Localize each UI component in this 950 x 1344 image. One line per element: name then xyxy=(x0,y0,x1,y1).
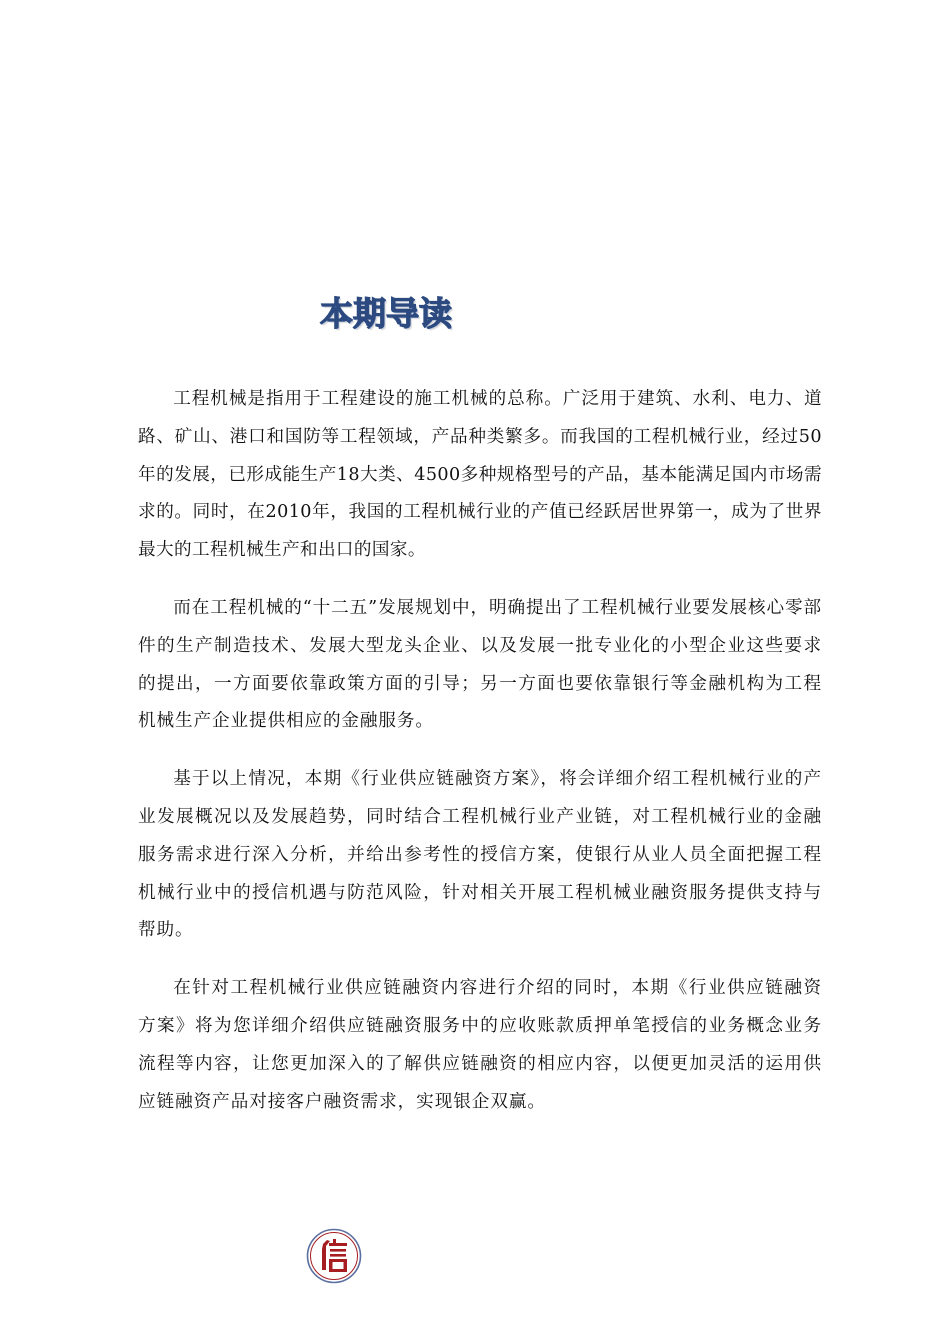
paragraph-2: 而在工程机械的“十二五”发展规划中，明确提出了工程机械行业要发展核心零部件的生产制造技术、发展大型龙头企业、以及发展一批专业化的小型企业这些要求的提出，一方面要依靠政策方面的引导；另一方面也要依靠银行等金融机构为工程机械生产企业提供相应的金融服务。 xyxy=(138,597,822,732)
intro-body xyxy=(138,381,822,1141)
page-title: 本期导读 xyxy=(320,294,452,333)
paragraph-3: 基于以上情况，本期《行业供应链融资方案》，将会详细介绍工程机械行业的产业发展概况以及发展趋势，同时结合工程机械行业产业链，对工程机械行业的金融服务需求进行深入分析，并给出参考性的授信方案，使银行从业人员全面把握工程机械行业中的授信机遇与防范风险，针对相关开展工程机械业融资服务提供支持与帮助。 xyxy=(138,769,822,941)
paragraph-1: 工程机械是指用于工程建设的施工机械的总称。广泛用于建筑、水利、电力、道路、矿山、港口和国防等工程领域，产品种类繁多。而我国的工程机械行业，经过50年的发展，已形成能生产18大类、4500多种规格型号的产品，基本能满足国内市场需求的。同时，在2010年，我国的工程机械行业的产值已经跃居世界第一，成为了世界最大的工程机械生产和出口的国家。 xyxy=(138,389,822,561)
xin-seal-logo-icon xyxy=(306,1228,362,1284)
paragraph-4: 在针对工程机械行业供应链融资内容进行介绍的同时，本期《行业供应链融资方案》将为您详细介绍供应链融资服务中的应收账款质押单笔授信的业务概念业务流程等内容，让您更加深入的了解供应链融资的相应内容，以便更加灵活的运用供应链融资产品对接客户融资需求，实现银企双赢。 xyxy=(138,978,822,1112)
